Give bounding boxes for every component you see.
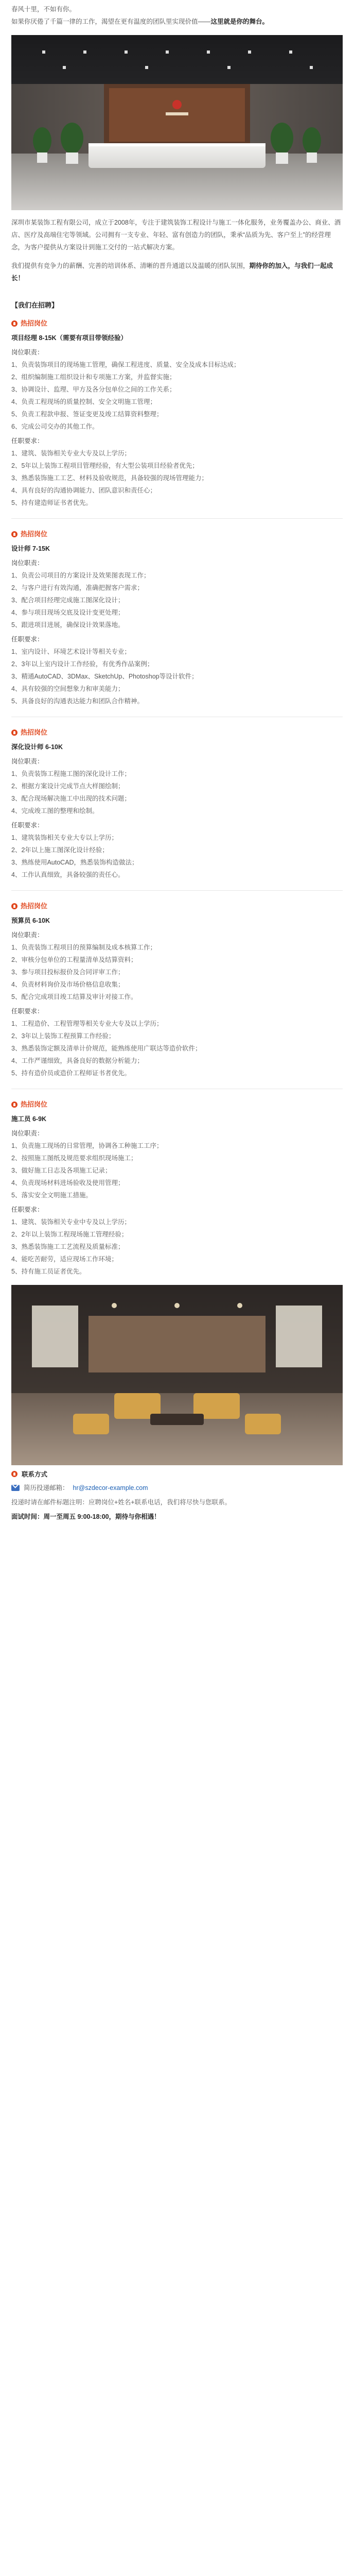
requirement-item: 3、熟练使用AutoCAD，熟悉装饰构造做法； [11,859,138,866]
job-badge-label: 热招岗位 [21,319,48,327]
requirement-item: 4、工作认真细致，具备较强的责任心。 [11,871,125,878]
duty-item: 3、配合现场解决施工中出现的技术问题； [11,795,131,802]
job-section [11,900,343,1079]
job-title: 施工员 6-9K [11,1115,47,1123]
job-badge [11,1098,343,1111]
duty-heading: 岗位职责： [11,560,44,567]
requirement-item: 1、建筑装饰相关专业大专以上学历； [11,834,118,841]
job-badge [11,726,343,739]
duty-heading: 岗位职责： [11,758,44,765]
duty-item: 1、负责装饰工程项目的预算编制及成本核算工作； [11,944,156,951]
requirement-item: 3、熟悉装饰定额及清单计价规范，能熟练使用广联达等造价软件； [11,1045,202,1052]
duty-item: 3、参与项目投标报价及合同评审工作； [11,969,125,976]
requirement-item: 5、具备良好的沟通表达能力和团队合作精神。 [11,698,144,705]
job-badge-label: 热招岗位 [21,530,48,538]
duty-item: 5、跟进项目进展，确保设计效果落地。 [11,621,125,629]
job-badge [11,528,343,540]
job-badge [11,900,343,912]
duty-item: 4、负责工程现场的质量控制、安全文明施工管理； [11,398,156,405]
requirement-item: 5、持有造价员或造价工程师证书者优先。 [11,1070,131,1077]
job-title: 设计师 7-15K [11,545,50,552]
office-reception-photo [11,35,343,210]
duty-item: 6、完成公司交办的其他工作。 [11,423,99,430]
requirement-item: 2、5年以上装饰工程项目管理经验，有大型公装项目经验者优先； [11,462,199,469]
job-section [11,726,343,881]
duty-item: 3、协调设计、监理、甲方及各分包单位之间的工作关系； [11,386,176,393]
requirement-item: 3、精通AutoCAD、3DMax、SketchUp、Photoshop等设计软件； [11,673,198,680]
intro-line-2: 如果你厌倦了千篇一律的工作，渴望在更有温度的团队里实现价值——这里就是你的舞台。 [11,18,269,25]
duty-item: 1、负责装饰项目的现场施工管理，确保工程进度、质量、安全及成本目标达成； [11,361,240,368]
duty-item: 4、负责现场材料进场验收及使用管理； [11,1179,125,1187]
contact-title-icon [11,1471,17,1477]
job-divider [11,890,343,891]
mail-icon [11,1485,20,1491]
job-title: 深化设计师 6-10K [11,743,63,751]
requirement-item: 2、3年以上装饰工程预算工作经验； [11,1032,115,1040]
job-badge-label: 热招岗位 [21,1100,48,1108]
requirement-item: 2、3年以上室内设计工作经验，有优秀作品案例； [11,660,154,668]
requirement-heading: 任职要求： [11,1206,44,1213]
requirement-item: 4、具有较强的空间想象力和审美能力； [11,685,125,692]
contact-title: 联系方式 [22,1471,48,1478]
requirement-item: 1、工程造价、工程管理等相关专业大专及以上学历； [11,1020,163,1027]
requirement-heading: 任职要求： [11,437,44,445]
requirement-item: 3、熟悉装饰施工工艺、材料及验收规范，具备较强的现场管理能力； [11,474,208,482]
duty-item: 1、负责公司项目的方案设计及效果图表现工作； [11,572,150,579]
hiring-icon [11,1101,17,1108]
requirement-item: 4、工作严谨细致，具备良好的数据分析能力； [11,1057,144,1064]
duty-item: 3、做好施工日志及各项施工记录； [11,1167,112,1174]
intro-paragraph-2: 深圳市某装饰工程有限公司，成立于2008年，专注于建筑装饰工程设计与施工一体化服务，业务覆盖办公、商业、酒店、医疗及高端住宅等领域。公司拥有一支专业、年轻、富有创造力的团队，秉承“品质为先、客户至上”的经营理念，为客户提供从方案设计到施工交付的一站式解决方案。 [11,219,341,251]
job-badge [11,317,343,330]
duty-item: 1、负责装饰工程施工图的深化设计工作； [11,770,131,777]
job-title: 预算员 6-10K [11,917,50,924]
requirement-item: 1、建筑、装饰相关专业中专及以上学历； [11,1218,131,1226]
duty-item: 5、配合完成项目竣工结算及审计对接工作。 [11,993,137,1001]
duty-item: 5、负责工程款申报、签证变更及竣工结算资料整理； [11,411,163,418]
duty-item: 2、组织编制施工组织设计和专项施工方案，并监督实施； [11,374,176,381]
duty-item: 4、负责材料询价及市场价格信息收集； [11,981,125,988]
contact-note: 投递时请在邮件标题注明：应聘岗位+姓名+联系电话，我们将尽快与您联系。 [11,1499,232,1506]
job-divider [11,518,343,519]
duty-item: 2、按照施工图纸及规范要求组织现场施工； [11,1155,137,1162]
hiring-icon [11,531,17,537]
requirement-item: 2、2年以上施工图深化设计经验； [11,846,109,854]
job-title: 项目经理 8-15K（需要有项目带领经验） [11,334,128,342]
email-link[interactable]: hr@szdecor-example.com [73,1484,148,1492]
section-title: 【我们在招聘】 [11,301,59,309]
duty-heading: 岗位职责： [11,349,44,356]
duty-item: 4、参与项目现场交底及设计变更处理； [11,609,125,616]
duty-heading: 岗位职责： [11,931,44,939]
requirement-item: 1、建筑、装饰相关专业大专及以上学历； [11,450,131,457]
duty-item: 5、落实安全文明施工措施。 [11,1192,92,1199]
requirement-item: 3、熟悉装饰施工工艺流程及质量标准； [11,1243,125,1250]
job-badge-label: 热招岗位 [21,902,48,910]
email-row [11,1482,343,1494]
duty-item: 1、负责施工现场的日常管理，协调各工种施工工序； [11,1142,163,1149]
duty-item: 3、配合项目经理完成施工图深化设计； [11,597,125,604]
requirement-item: 5、持有建造师证书者优先。 [11,499,92,506]
office-lounge-photo [11,1285,343,1465]
duty-heading: 岗位职责： [11,1130,44,1137]
requirement-item: 4、具有良好的沟通协调能力、团队意识和责任心； [11,487,156,494]
intro-line-1: 春风十里，不如有你。 [11,6,76,13]
duty-item: 4、完成竣工图的整理和绘制。 [11,807,99,815]
requirement-item: 2、2年以上装饰工程现场施工管理经验； [11,1231,128,1238]
contact-final: 面试时间：周一至周五 9:00-18:00，期待与你相遇！ [11,1513,161,1520]
requirement-heading: 任职要求： [11,636,44,643]
requirement-heading: 任职要求： [11,1008,44,1015]
requirement-item: 5、持有施工员证者优先。 [11,1268,86,1275]
hiring-icon [11,730,17,736]
requirement-item: 4、能吃苦耐劳，适应现场工作环境； [11,1256,118,1263]
contact-header [11,1469,343,1479]
intro-paragraph-3: 我们提供有竞争力的薪酬、完善的培训体系、清晰的晋升通道以及温暖的团队氛围，期待你的加入，与我们一起成长！ [11,262,333,282]
job-section [11,1098,343,1278]
hiring-icon [11,903,17,909]
job-section [11,528,343,707]
duty-item: 2、与客户进行有效沟通，准确把握客户需求； [11,584,144,591]
job-section [11,317,343,509]
email-label: 简历投递邮箱： [24,1484,69,1492]
job-list [11,317,343,1278]
requirement-item: 1、室内设计、环境艺术设计等相关专业； [11,648,131,655]
duty-item: 2、根据方案设计完成节点大样图绘制； [11,783,125,790]
requirement-heading: 任职要求： [11,822,44,829]
duty-item: 2、审核分包单位的工程量清单及结算资料； [11,956,137,963]
job-badge-label: 热招岗位 [21,728,48,736]
hiring-icon [11,320,17,327]
